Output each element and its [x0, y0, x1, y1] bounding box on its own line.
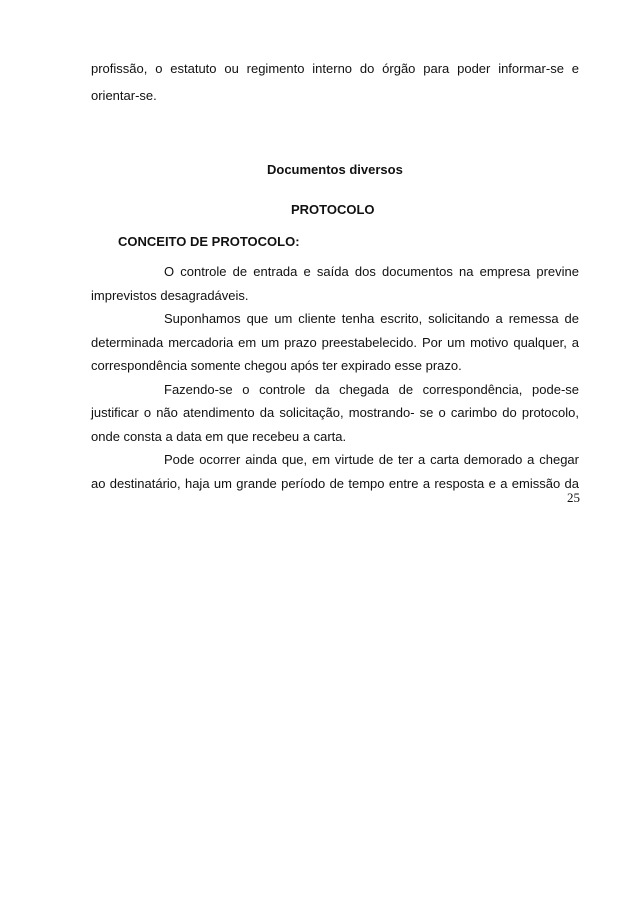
paragraph-line: O controle de entrada e saída dos documentos na empresa previne [164, 264, 579, 279]
section-title: Documentos diversos [267, 162, 403, 177]
paragraph-line: onde consta a data em que recebeu a carta. [91, 429, 347, 444]
paragraph-line: Pode ocorrer ainda que, em virtude de ter a carta demorado a chegar [164, 452, 579, 467]
paragraph-line: Fazendo-se o controle da chegada de correspondência, pode-se [164, 382, 579, 397]
concept-heading: CONCEITO DE PROTOCOLO: [118, 234, 300, 249]
paragraph-line: ao destinatário, haja um grande período de tempo entre a resposta e a emissão da [91, 476, 579, 491]
paragraph-line: determinada mercadoria em um prazo preestabelecido. Por um motivo qualquer, a [91, 335, 579, 350]
paragraph-line: justificar o não atendimento da solicitação, mostrando- se o carimbo do protocolo, [91, 405, 579, 420]
intro-line-2: orientar-se. [91, 88, 157, 103]
subsection-title: PROTOCOLO [291, 202, 375, 217]
page-number: 25 [567, 490, 580, 505]
paragraph-line: correspondência somente chegou após ter expirado esse prazo. [91, 358, 462, 373]
paragraph-line: Suponhamos que um cliente tenha escrito, solicitando a remessa de [164, 311, 579, 326]
paragraph-line: imprevistos desagradáveis. [91, 288, 249, 303]
intro-line-1: profissão, o estatuto ou regimento interno do órgão para poder informar-se e [91, 61, 579, 76]
